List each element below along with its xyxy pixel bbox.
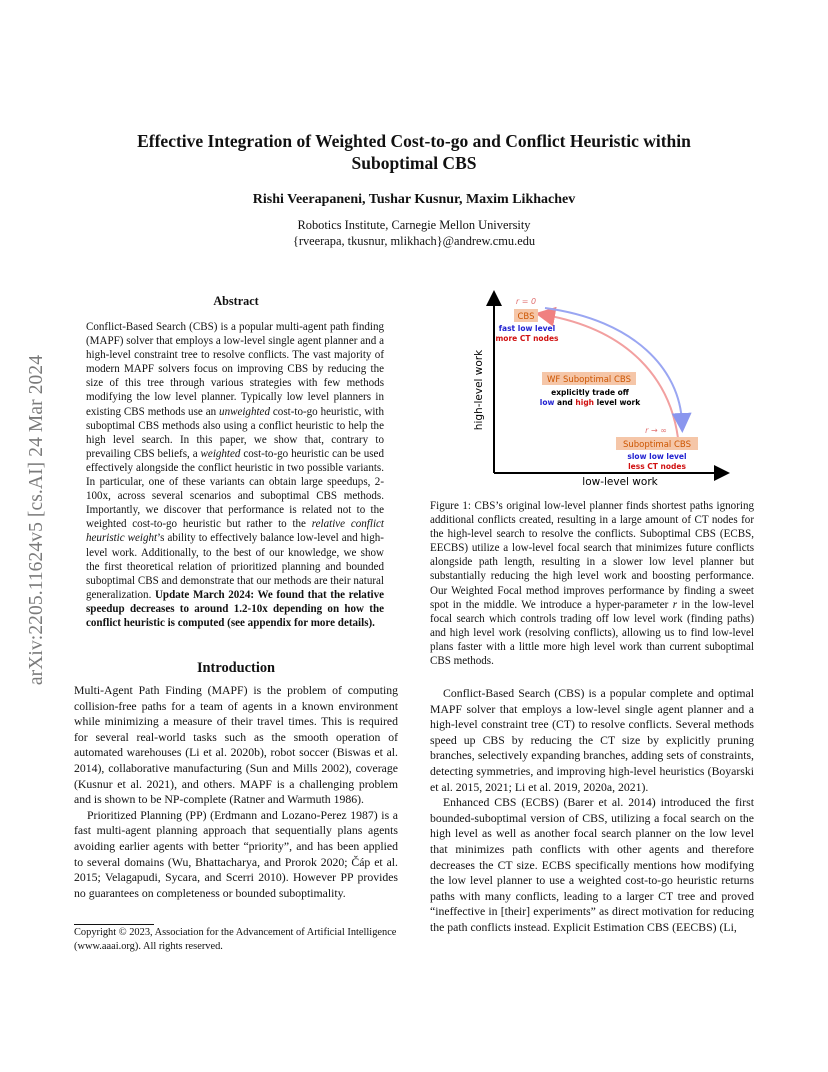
figure-1-caption [430, 499, 754, 668]
right-paragraph-2: Enhanced CBS (ECBS) (Barer et al. 2014) introduced the first bounded-suboptimal version of CBS, utilizing a focal search on the high level as well as another focal search planner on the low level that minimizes path conflicts with other agents and therefore decreases the CT size. ECBS specifically mentions how modifying the low level planner to use a weighted cost-to-go heuristic returns paths with many conflicts, leading to a larger CT tree and proved “ineffective in [their] experiments” as direct motivation for reducing the path conflicts instead. Explicit Estimation CBS (EECBS) (Li, [430, 796, 754, 934]
intro-paragraph-1: Multi-Agent Path Finding (MAPF) is the problem of computing collision-free paths for a team of agents in a known environment while minimizing a measure of their travel times. This is required for several real-world tasks such as the smooth operation of automated warehouses (Li et al. 2020b), robot soccer (Biswas et al. 2014), collaborative manufacturing (Sun and Mills 2002), coverage (Kusnur et al. 2021), and others. MAPF is a challenging problem and is shown to be NP-complete (Ratner and Warmuth 1986). [74, 684, 398, 807]
right-paragraph-1: Conflict-Based Search (CBS) is a popular complete and optimal MAPF solver that employs a low-level single agent planner and a high-level constraint tree (CT) to resolve conflicts. Several methods speed up CBS by reducing the CT size by explicitly pruning branches, selectively expanding branches, adding sets of constraints, detecting symmetries, and improving high-level heuristics (Boyarski et al. 2015, 2021; Li et al. 2019, 2020a, 2021). [430, 687, 754, 794]
caption-label: Figure 1: [430, 500, 475, 512]
wf-note-2: low and high level work [539, 398, 641, 407]
abstract-part: ’s ability to effectively balance low-level and high-level work. Additionally, to the best of our knowledge, we show the first theoretical relation of prioritized planning and bounded suboptimal CBS and demonstrate that our methods are their natural generalization. [86, 532, 384, 601]
abstract-part: cost-to-go heuristic can be used effectively alongside the conflict heuristic in two possible variants. In particular, one of these variants can obtain large speedups, 2-100x, across several scenarios and suboptimal CBS methods. Importantly, we discover that performance is related not to the weighted cost-to-go heuristic but rather to the [86, 447, 384, 531]
footnote-rule [74, 924, 154, 925]
cbs-note-1: fast low level [498, 324, 556, 333]
arxiv-identifier [22, 290, 52, 750]
suboptimal-label: Suboptimal CBS [622, 440, 692, 450]
r-zero-label: r = 0 [515, 297, 537, 306]
emails: {rveerapa, tkusnur, mlikhach}@andrew.cmu.edu [292, 234, 536, 248]
y-axis-label: high-level work [473, 349, 485, 431]
caption-variable: r [672, 598, 678, 611]
abstract-text [86, 320, 384, 630]
caption-text: CBS’s original low-level planner finds shortest paths ignoring additional conflicts created, resulting in a large amount of CT nodes for the high-level search to resolve the conflicts. Suboptimal CBS (ECBS, EECBS) utilize a low-level focal search that minimizes future conflicts alongside path length, resulting in a slower low level planner but substantially reducing the high level work and boosting performance. Our Weighted Focal method improves performance by finding a sweet spot in the middle. We introduce a hyper-parameter [430, 500, 754, 611]
tradeoff-diagram [430, 290, 754, 490]
copyright-notice: Copyright © 2023, Association for the Advancement of Artificial Intelligence (www.aaai.org). All rights reserved. [74, 927, 397, 952]
suboptimal-note-2: less CT nodes [628, 462, 686, 471]
wf-note-1: explicitly trade off [551, 388, 629, 397]
abstract-part: cost-to-go heuristic, with suboptimal CBS methods also using a conflict heuristic to help the high level search. In this paper, we show that, contrary to prevailing CBS beliefs, a [86, 405, 384, 460]
caption-text-2: in the low-level focal search which controls trading off low level work (finding paths) and high level work (resolving conflicts), allowing us to find low-level plans faster with a little more high level work than current suboptimal CBS methods. [430, 598, 755, 668]
suboptimal-note-1: slow low level [627, 452, 687, 461]
abstract-part: Conflict-Based Search (CBS) is a popular multi-agent path finding (MAPF) solver that employs a low-level single agent planner and a high-level constraint tree to resolve conflicts. The vast majority of modern MAPF solvers focus on improving CBS by reducing the size of this tree through various strategies with few methods modifying the low level planner. Typically low level planners in existing CBS methods use an [86, 321, 384, 418]
arxiv-identifier-text: arXiv:2205.11624v5 [cs.AI] 24 Mar 2024 [26, 354, 47, 686]
cbs-note-2: more CT nodes [495, 334, 559, 343]
x-axis-label: low-level work [582, 476, 658, 488]
abstract-emphasis: unweighted [219, 405, 270, 418]
abstract-emphasis: weighted [200, 447, 241, 460]
title-line-1: Effective Integration of Weighted Cost-to-go and Conflict Heuristic within [137, 131, 691, 151]
wf-label: WF Suboptimal CBS [546, 375, 632, 385]
r-infinity-label: r → ∞ [645, 426, 667, 435]
abstract-heading: Abstract [213, 294, 259, 308]
paper-title [90, 130, 738, 174]
introduction-heading: Introduction [196, 660, 276, 676]
affiliation: Robotics Institute, Carnegie Mellon University [297, 218, 531, 232]
figure-1 [430, 290, 754, 490]
abstract-emphasis: relative conflict heuristic weight [86, 518, 384, 545]
abstract-update-note: Update March 2024: We found that the relative speedup decreases to around 1.2-10x depending on how the conflict heuristic is computed (see appendix for more details). [86, 588, 385, 629]
authors: Rishi Veerapaneni, Tushar Kusnur, Maxim Likhachev [252, 192, 576, 207]
affiliation-block [90, 217, 738, 249]
right-column-text [430, 686, 754, 936]
intro-paragraph-2: Prioritized Planning (PP) (Erdmann and Lozano-Perez 1987) is a fast multi-agent planning approach that sequentially plans agents avoiding earlier agents with better “priority”, and has been applied to several domains (Wu, Bhattacharya, and Prorok 2020; Čáp et al. 2015; Velagapudi, Sycara, and Scerri 2010). However PP provides no guarantees on completeness or bounded suboptimality. [74, 808, 398, 900]
cbs-label: CBS [517, 312, 535, 322]
introduction-text [74, 683, 398, 901]
title-line-2: Suboptimal CBS [351, 153, 477, 173]
